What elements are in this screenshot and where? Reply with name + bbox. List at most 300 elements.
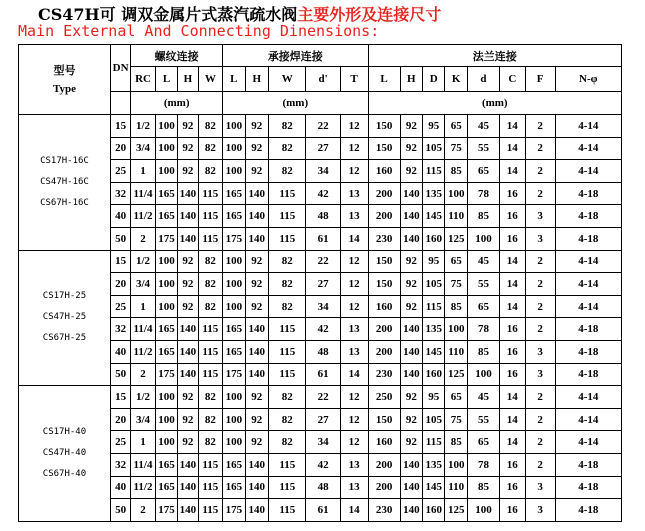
table-cell: 140 [178, 227, 198, 250]
type-header-en: Type [52, 82, 76, 95]
table-cell: 115 [423, 431, 445, 454]
table-cell: 92 [245, 295, 269, 318]
flange-col-header: D [423, 67, 445, 92]
table-cell: 92 [178, 137, 198, 160]
table-cell: 140 [245, 205, 269, 228]
table-cell: 140 [245, 227, 269, 250]
table-cell: 140 [400, 182, 422, 205]
table-cell: 82 [198, 431, 223, 454]
table-cell: 16 [499, 453, 525, 476]
table-cell: 115 [269, 182, 306, 205]
table-cell: 100 [223, 160, 245, 183]
table-cell: 165 [223, 476, 245, 499]
table-cell: 14 [340, 363, 368, 386]
table-cell: 15 [110, 386, 130, 409]
table-cell: 14 [499, 386, 525, 409]
table-cell: 2 [525, 160, 555, 183]
table-cell: 92 [400, 431, 422, 454]
table-cell: 78 [467, 453, 499, 476]
table-cell: 92 [178, 250, 198, 273]
table-cell: 14 [499, 250, 525, 273]
table-cell: 165 [155, 205, 177, 228]
table-cell: 150 [368, 273, 400, 296]
table-cell: 32 [110, 453, 130, 476]
table-cell: 48 [306, 476, 340, 499]
table-cell: 34 [306, 431, 340, 454]
table-cell: 3 [525, 205, 555, 228]
table-cell: 45 [467, 386, 499, 409]
table-cell: 14 [340, 227, 368, 250]
table-cell: 55 [467, 408, 499, 431]
table-cell: 85 [445, 431, 467, 454]
table-cell: 230 [368, 499, 400, 522]
table-cell: 2 [525, 137, 555, 160]
table-cell: 100 [223, 431, 245, 454]
table-cell: 100 [155, 160, 177, 183]
table-cell: 16 [499, 476, 525, 499]
table-cell: 250 [368, 386, 400, 409]
table-cell: 15 [110, 115, 130, 138]
table-cell: 40 [110, 340, 130, 363]
table-cell: 160 [368, 295, 400, 318]
table-cell: 34 [306, 295, 340, 318]
table-cell: 2 [525, 295, 555, 318]
table-cell: 92 [178, 273, 198, 296]
thread-header: 螺纹连接 [131, 45, 223, 67]
table-cell: 14 [499, 160, 525, 183]
page-subtitle: Main External And Connecting Dinensions: [18, 22, 380, 40]
table-cell: 4-14 [555, 115, 621, 138]
table-cell: 105 [423, 273, 445, 296]
table-cell: 200 [368, 340, 400, 363]
table-cell: 125 [445, 227, 467, 250]
flange-col-header: N-φ [555, 67, 621, 92]
model-name: CS67H-40 [42, 468, 87, 479]
table-cell: 115 [269, 318, 306, 341]
table-cell: 1 [131, 431, 156, 454]
table-cell: 125 [445, 499, 467, 522]
table-cell: 140 [400, 318, 422, 341]
table-cell: 100 [155, 295, 177, 318]
table-cell: 4-14 [555, 431, 621, 454]
table-cell: 115 [269, 205, 306, 228]
table-cell: 92 [400, 115, 422, 138]
table-cell: 135 [423, 453, 445, 476]
table-cell: 3/4 [131, 137, 156, 160]
table-cell: 160 [368, 431, 400, 454]
table-cell: 92 [245, 273, 269, 296]
table-cell: 165 [223, 318, 245, 341]
table-cell: 1 [131, 160, 156, 183]
table-cell: 75 [445, 137, 467, 160]
table-cell: 4-18 [555, 340, 621, 363]
table-cell: 115 [198, 318, 223, 341]
table-cell: 150 [368, 115, 400, 138]
table-cell: 82 [269, 160, 306, 183]
table-cell: 82 [198, 408, 223, 431]
model-name: CS67H-25 [42, 333, 87, 344]
table-cell: 140 [245, 182, 269, 205]
table-cell: 4-14 [555, 408, 621, 431]
table-cell: 85 [467, 476, 499, 499]
dn-unit-cell [110, 92, 130, 115]
table-cell: 42 [306, 182, 340, 205]
table-cell: 14 [499, 137, 525, 160]
table-cell: 92 [245, 160, 269, 183]
table-cell: 12 [340, 250, 368, 273]
table-cell: 115 [198, 340, 223, 363]
flange-col-header: F [525, 67, 555, 92]
socket-col-header: T [340, 67, 368, 92]
table-cell: 2 [131, 363, 156, 386]
table-cell: 175 [155, 363, 177, 386]
table-cell: 100 [445, 453, 467, 476]
table-cell: 75 [445, 408, 467, 431]
table-cell: 2 [525, 115, 555, 138]
table-cell: 65 [445, 386, 467, 409]
table-cell: 2 [525, 408, 555, 431]
table-cell: 92 [400, 408, 422, 431]
table-cell: 100 [467, 363, 499, 386]
table-cell: 85 [445, 160, 467, 183]
table-cell: 12 [340, 160, 368, 183]
table-cell: 82 [198, 115, 223, 138]
table-row [19, 386, 622, 409]
table-cell: 16 [499, 499, 525, 522]
table-cell: 82 [269, 273, 306, 296]
table-cell: 13 [340, 318, 368, 341]
table-cell: 16 [499, 340, 525, 363]
table-cell: 15 [110, 250, 130, 273]
table-cell: 140 [245, 318, 269, 341]
thread-col-header: W [198, 67, 223, 92]
table-cell: 61 [306, 363, 340, 386]
table-cell: 165 [223, 453, 245, 476]
table-cell: 42 [306, 453, 340, 476]
thread-col-header: H [178, 67, 198, 92]
table-cell: 12 [340, 431, 368, 454]
socket-col-header: d' [306, 67, 340, 92]
table-cell: 40 [110, 476, 130, 499]
table-cell: 95 [423, 115, 445, 138]
model-name: CS47H-40 [42, 447, 87, 458]
table-cell: 140 [178, 453, 198, 476]
table-cell: 2 [131, 499, 156, 522]
table-cell: 2 [525, 453, 555, 476]
table-cell: 12 [340, 408, 368, 431]
table-cell: 115 [198, 499, 223, 522]
table-cell: 100 [223, 137, 245, 160]
model-cell [19, 115, 111, 251]
table-cell: 2 [525, 250, 555, 273]
flange-col-header: C [499, 67, 525, 92]
table-cell: 13 [340, 453, 368, 476]
model-cell [19, 386, 111, 522]
dn-header: DN [110, 45, 130, 92]
socket-unit: (mm) [223, 92, 368, 115]
table-cell: 165 [155, 340, 177, 363]
table-cell: 50 [110, 363, 130, 386]
table-cell: 65 [467, 160, 499, 183]
table-cell: 140 [400, 227, 422, 250]
table-cell: 150 [368, 408, 400, 431]
table-cell: 140 [245, 453, 269, 476]
table-cell: 92 [178, 160, 198, 183]
socket-col-header: H [245, 67, 269, 92]
table-cell: 11/2 [131, 476, 156, 499]
table-cell: 82 [198, 137, 223, 160]
table-cell: 40 [110, 205, 130, 228]
table-cell: 4-18 [555, 205, 621, 228]
table-cell: 4-14 [555, 250, 621, 273]
table-cell: 92 [400, 295, 422, 318]
table-cell: 92 [178, 431, 198, 454]
table-cell: 55 [467, 273, 499, 296]
table-cell: 3/4 [131, 273, 156, 296]
table-cell: 165 [155, 476, 177, 499]
table-cell: 160 [368, 160, 400, 183]
table-cell: 82 [198, 295, 223, 318]
table-cell: 115 [198, 453, 223, 476]
table-cell: 100 [223, 386, 245, 409]
table-cell: 65 [467, 431, 499, 454]
table-cell: 4-14 [555, 137, 621, 160]
table-cell: 2 [525, 386, 555, 409]
table-cell: 140 [178, 499, 198, 522]
table-cell: 11/4 [131, 318, 156, 341]
table-cell: 115 [269, 453, 306, 476]
table-cell: 3 [525, 227, 555, 250]
table-cell: 65 [445, 115, 467, 138]
table-cell: 85 [445, 295, 467, 318]
table-cell: 92 [178, 115, 198, 138]
socket-header: 承接焊连接 [223, 45, 368, 67]
table-cell: 145 [423, 340, 445, 363]
table-cell: 165 [223, 340, 245, 363]
table-cell: 14 [499, 431, 525, 454]
table-cell: 82 [198, 386, 223, 409]
table-cell: 4-18 [555, 182, 621, 205]
table-cell: 100 [155, 431, 177, 454]
table-cell: 92 [245, 250, 269, 273]
table-cell: 75 [445, 273, 467, 296]
table-cell: 1/2 [131, 115, 156, 138]
table-cell: 14 [499, 115, 525, 138]
table-cell: 100 [155, 408, 177, 431]
table-cell: 100 [223, 295, 245, 318]
table-cell: 92 [178, 295, 198, 318]
title-highlight: 主要外形及连接尺寸 [297, 5, 442, 24]
table-cell: 100 [223, 408, 245, 431]
table-cell: 78 [467, 182, 499, 205]
table-cell: 32 [110, 318, 130, 341]
table-cell: 61 [306, 227, 340, 250]
type-header-cn: 型号 [53, 63, 76, 77]
table-cell: 100 [223, 273, 245, 296]
table-cell: 4-18 [555, 476, 621, 499]
table-cell: 12 [340, 295, 368, 318]
table-cell: 16 [499, 363, 525, 386]
table-cell: 14 [499, 273, 525, 296]
table-cell: 140 [178, 318, 198, 341]
table-cell: 175 [223, 227, 245, 250]
dimensions-table [18, 44, 622, 522]
table-cell: 82 [198, 160, 223, 183]
table-cell: 42 [306, 318, 340, 341]
table-cell: 25 [110, 160, 130, 183]
table-cell: 115 [198, 476, 223, 499]
type-header [19, 45, 111, 115]
table-cell: 140 [400, 363, 422, 386]
table-cell: 165 [223, 205, 245, 228]
table-cell: 150 [368, 250, 400, 273]
table-cell: 115 [269, 227, 306, 250]
table-cell: 140 [400, 476, 422, 499]
table-cell: 61 [306, 499, 340, 522]
table-cell: 230 [368, 363, 400, 386]
table-cell: 55 [467, 137, 499, 160]
table-cell: 50 [110, 499, 130, 522]
table-cell: 100 [155, 115, 177, 138]
table-cell: 20 [110, 408, 130, 431]
table-cell: 85 [467, 205, 499, 228]
table-cell: 14 [340, 499, 368, 522]
socket-col-header: W [269, 67, 306, 92]
table-cell: 82 [269, 295, 306, 318]
table-cell: 3/4 [131, 408, 156, 431]
table-cell: 145 [423, 476, 445, 499]
table-cell: 4-14 [555, 160, 621, 183]
table-cell: 135 [423, 318, 445, 341]
table-cell: 3 [525, 340, 555, 363]
table-cell: 1 [131, 295, 156, 318]
table-cell: 140 [245, 499, 269, 522]
table-cell: 2 [525, 431, 555, 454]
table-cell: 2 [525, 318, 555, 341]
table-cell: 92 [400, 250, 422, 273]
table-row [19, 250, 622, 273]
table-cell: 100 [155, 386, 177, 409]
table-cell: 65 [445, 250, 467, 273]
table-cell: 110 [445, 476, 467, 499]
table-cell: 105 [423, 137, 445, 160]
table-cell: 34 [306, 160, 340, 183]
table-body [19, 115, 622, 522]
table-cell: 92 [400, 386, 422, 409]
table-cell: 82 [198, 273, 223, 296]
table-cell: 95 [423, 386, 445, 409]
table-cell: 50 [110, 227, 130, 250]
table-cell: 11/4 [131, 182, 156, 205]
table-cell: 27 [306, 273, 340, 296]
table-cell: 25 [110, 431, 130, 454]
table-cell: 92 [400, 137, 422, 160]
table-cell: 4-14 [555, 295, 621, 318]
table-cell: 115 [269, 363, 306, 386]
table-cell: 78 [467, 318, 499, 341]
table-cell: 14 [499, 295, 525, 318]
table-cell: 100 [445, 318, 467, 341]
table-cell: 11/2 [131, 340, 156, 363]
table-cell: 16 [499, 318, 525, 341]
socket-col-header: L [223, 67, 245, 92]
table-cell: 92 [400, 160, 422, 183]
table-cell: 115 [198, 205, 223, 228]
table-cell: 125 [445, 363, 467, 386]
table-cell: 1/2 [131, 386, 156, 409]
model-name: CS17H-16C [40, 155, 89, 166]
table-cell: 20 [110, 137, 130, 160]
table-cell: 100 [155, 273, 177, 296]
table-cell: 115 [198, 363, 223, 386]
table-cell: 45 [467, 250, 499, 273]
model-name: CS47H-16C [40, 176, 89, 187]
model-name: CS17H-25 [42, 291, 87, 302]
table-cell: 110 [445, 340, 467, 363]
table-cell: 22 [306, 115, 340, 138]
table-cell: 135 [423, 182, 445, 205]
thread-unit: (mm) [131, 92, 223, 115]
table-cell: 115 [198, 182, 223, 205]
flange-col-header: K [445, 67, 467, 92]
table-cell: 140 [245, 363, 269, 386]
table-cell: 92 [245, 386, 269, 409]
table-cell: 22 [306, 386, 340, 409]
table-cell: 13 [340, 205, 368, 228]
thread-col-header: L [155, 67, 177, 92]
table-cell: 82 [269, 115, 306, 138]
table-cell: 82 [198, 250, 223, 273]
table-cell: 14 [499, 408, 525, 431]
table-cell: 4-18 [555, 453, 621, 476]
model-cell [19, 250, 111, 386]
table-cell: 140 [178, 205, 198, 228]
table-cell: 105 [423, 408, 445, 431]
table-cell: 3 [525, 363, 555, 386]
table-cell: 85 [467, 340, 499, 363]
table-cell: 82 [269, 137, 306, 160]
table-cell: 140 [178, 182, 198, 205]
flange-unit: (mm) [368, 92, 621, 115]
table-cell: 140 [178, 476, 198, 499]
table-cell: 200 [368, 476, 400, 499]
flange-header: 法兰连接 [368, 45, 621, 67]
table-cell: 32 [110, 182, 130, 205]
table-cell: 165 [155, 453, 177, 476]
table-cell: 13 [340, 182, 368, 205]
table-cell: 140 [400, 453, 422, 476]
table-cell: 25 [110, 295, 130, 318]
table-cell: 82 [269, 386, 306, 409]
table-cell: 160 [423, 363, 445, 386]
table-cell: 100 [223, 250, 245, 273]
table-cell: 27 [306, 408, 340, 431]
table-cell: 92 [245, 408, 269, 431]
model-name: CS47H-25 [42, 312, 87, 323]
table-cell: 16 [499, 227, 525, 250]
table-cell: 115 [269, 499, 306, 522]
thread-col-header: RC [131, 67, 156, 92]
table-cell: 175 [155, 499, 177, 522]
table-cell: 4-14 [555, 386, 621, 409]
table-cell: 140 [400, 499, 422, 522]
table-cell: 4-14 [555, 273, 621, 296]
table-cell: 3 [525, 499, 555, 522]
table-cell: 115 [269, 476, 306, 499]
table-cell: 27 [306, 137, 340, 160]
table-cell: 160 [423, 499, 445, 522]
table-cell: 140 [245, 476, 269, 499]
